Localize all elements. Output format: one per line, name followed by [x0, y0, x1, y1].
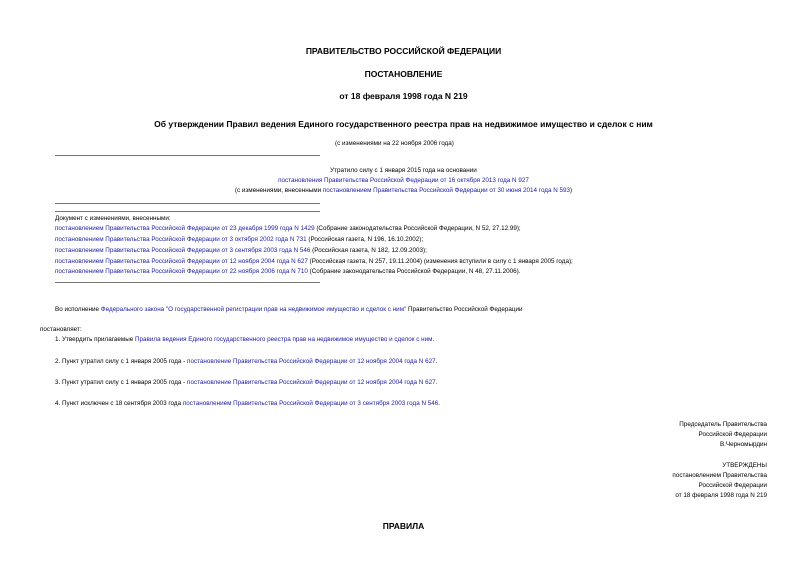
expired-basis [0, 176, 807, 187]
expired-amendment-suffix: ) [570, 187, 573, 194]
divider [55, 282, 320, 283]
divider [55, 211, 320, 212]
expired-amendment-link[interactable]: постановлением Правительства Российской Федерации от 30 июня 2014 года N 593 [322, 187, 571, 194]
clause-3-suffix: . [435, 379, 438, 386]
clause-3-prefix: 3. Пункт утратил силу с 1 января 2005 года - [55, 379, 188, 386]
federal-law-link[interactable]: Федерального закона "О государственной регистрации прав на недвижимое имущество и сделок с ним" [100, 306, 407, 313]
approved-date: от 18 февраля 1998 года N 219 [675, 492, 767, 499]
clause-3 [55, 378, 437, 389]
divider [55, 155, 320, 156]
amendment-item [55, 224, 521, 235]
expired-amendment-prefix: (с изменениями, внесенными [234, 187, 323, 194]
amendment-link[interactable]: постановлением Правительства Российской Федерации от 12 ноября 2004 года N 627 [55, 258, 308, 265]
approved-line: Российской Федерации [698, 482, 767, 489]
clause-2-suffix: . [435, 358, 438, 365]
amendment-source: (Российская газета, N 182, 12.09.2003); [310, 247, 427, 254]
amendment-item [55, 267, 521, 278]
clause-1 [55, 335, 434, 346]
changes-note: (с изменениями на 22 ноября 2006 года) [335, 140, 454, 147]
clause-2 [55, 357, 437, 368]
amendment-item [55, 257, 573, 268]
approved-heading: УТВЕРЖДЕНЫ [722, 462, 767, 469]
amendment-link[interactable]: постановлением Правительства Российской Федерации от 23 декабря 1999 года N 1429 [55, 225, 315, 232]
amendments-intro: Документ с изменениями, внесенными: [55, 215, 171, 222]
clause-1-suffix: . [432, 336, 435, 343]
clause-3-link[interactable]: постановление Правительства Российской Федерации от 12 ноября 2004 года N 627 [187, 379, 436, 386]
clause-4 [55, 399, 440, 410]
signature-name: В.Черномырдин [719, 441, 767, 448]
doc-type-heading: ПОСТАНОВЛЕНИЕ [364, 69, 443, 79]
rules-link[interactable]: Правила ведения Единого государственного реестра прав на недвижимое имущество и сделок с ним [135, 336, 433, 343]
clause-4-suffix: . [438, 400, 441, 407]
amendment-source: (Собрание законодательства Российской Федерации, N 48, 27.11.2006). [307, 268, 521, 275]
clause-1-prefix: 1. Утвердить прилагаемые [55, 336, 135, 343]
expired-amendment [0, 186, 807, 197]
amendment-source: (Российская газета, N 196, 16.10.2002); [306, 236, 424, 243]
clause-4-link[interactable]: постановлением Правительства Российской Федерации от 3 сентября 2003 года N 546 [182, 400, 439, 407]
rules-heading: ПРАВИЛА [382, 521, 425, 531]
government-heading: ПРАВИТЕЛЬСТВО РОССИЙСКОЙ ФЕДЕРАЦИИ [305, 46, 502, 56]
intro-prefix: Во исполнение [55, 306, 101, 313]
expired-basis-link[interactable]: постановления Правительства Российской Федерации от 16 октября 2013 года N 927 [278, 177, 529, 184]
document-title: Об утверждении Правил ведения Единого государственного реестра прав на недвижимое имущество и сделок с ним [154, 119, 653, 129]
clause-2-link[interactable]: постановление Правительства Российской Федерации от 12 ноября 2004 года N 627 [187, 358, 436, 365]
clause-4-prefix: 4. Пункт исключен с 18 сентября 2003 года [55, 400, 183, 407]
signature-org: Российской Федерации [698, 431, 767, 438]
intro-paragraph [55, 305, 523, 316]
amendment-source: (Собрание законодательства Российской Федерации, N 52, 27.12.99); [314, 225, 521, 232]
amendment-link[interactable]: постановлением Правительства Российской Федерации от 3 октября 2002 года N 731 [55, 236, 307, 243]
signature-title: Председатель Правительства [679, 421, 767, 428]
amendment-link[interactable]: постановлением Правительства Российской Федерации от 22 ноября 2006 года N 710 [55, 268, 308, 275]
clause-2-prefix: 2. Пункт утратил силу с 1 января 2005 года - [55, 358, 188, 365]
expired-line: Утратило силу с 1 января 2015 года на основании [330, 167, 477, 174]
date-number: от 18 февраля 1998 года N 219 [339, 91, 468, 101]
divider [55, 203, 320, 204]
intro-suffix: Правительство Российской Федерации [406, 306, 523, 313]
amendment-source: (Российская газета, N 257, 19.11.2004) (изменения вступили в силу с 1 января 2005 года); [307, 258, 573, 265]
amendment-item [55, 246, 427, 257]
amendment-link[interactable]: постановлением Правительства Российской Федерации от 3 сентября 2003 года N 546 [55, 247, 311, 254]
amendment-item [55, 235, 423, 246]
decree-word: постановляет: [40, 326, 82, 333]
approved-line: постановлением Правительства [672, 472, 767, 479]
